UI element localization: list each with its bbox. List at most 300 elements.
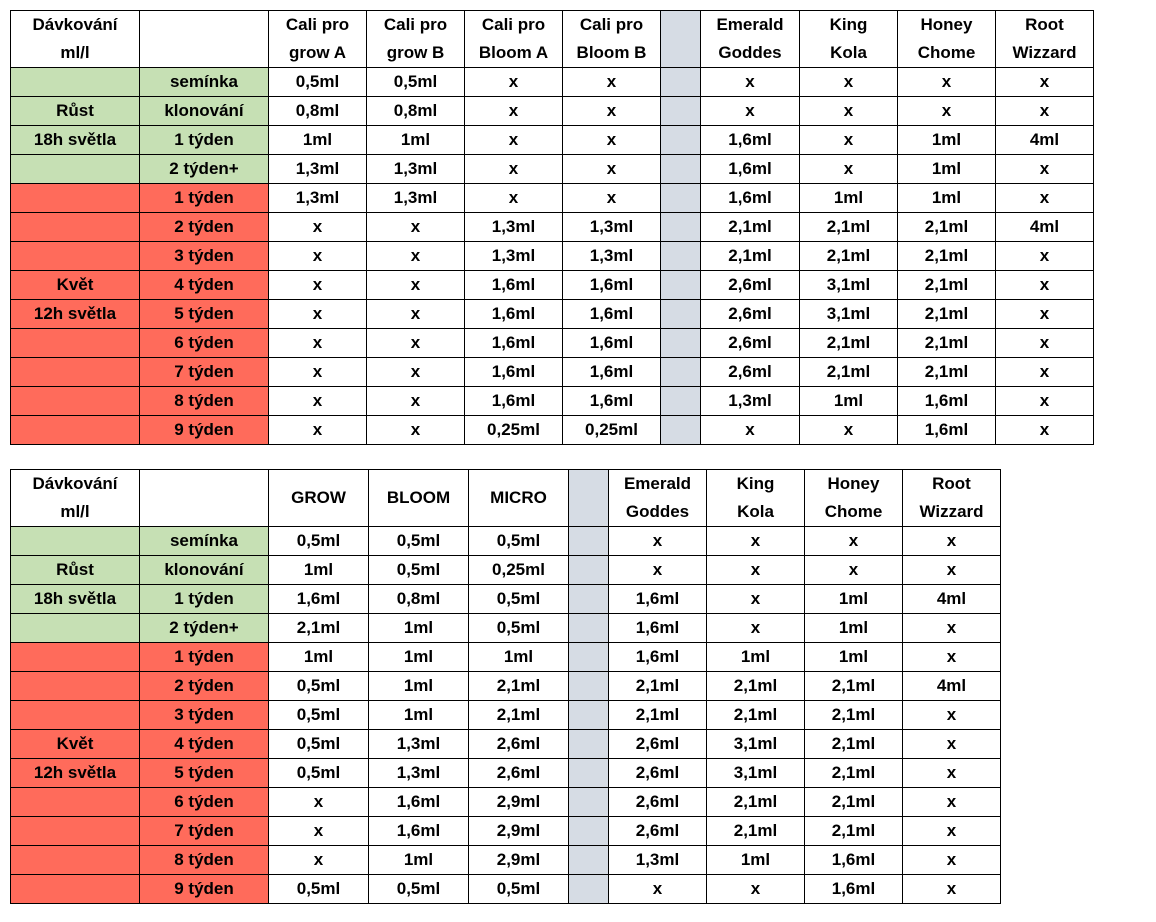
dose-cell: 1,6ml — [805, 875, 903, 904]
table-row — [11, 527, 1001, 556]
dose-cell: 0,25ml — [469, 556, 569, 585]
cell-text-line: Root — [1025, 15, 1064, 34]
row-label-cell: 5 týden — [140, 759, 269, 788]
dose-cell: x — [903, 556, 1001, 585]
row-label-cell: 2 týden+ — [140, 614, 269, 643]
cell-text-line: Chome — [917, 43, 976, 62]
row-label-cell: semínka — [140, 68, 269, 97]
table-row — [11, 184, 1094, 213]
dose-cell: 1,6ml — [609, 585, 707, 614]
table-row — [11, 155, 1094, 184]
cell-text-line: Cali pro — [481, 15, 546, 34]
dose-cell: x — [800, 68, 898, 97]
cell-text-line: MICRO — [490, 488, 547, 507]
dose-cell: x — [609, 875, 707, 904]
dose-cell: 2,6ml — [609, 759, 707, 788]
table-row — [11, 126, 1094, 155]
row-label-cell: 5 týden — [140, 300, 269, 329]
column-header-cell — [800, 11, 898, 68]
dose-cell: x — [800, 126, 898, 155]
phase-cell — [11, 300, 140, 329]
dose-cell: x — [269, 213, 367, 242]
row-label-cell: klonování — [140, 556, 269, 585]
phase-name: Květ — [56, 275, 94, 294]
dose-cell: 2,6ml — [609, 788, 707, 817]
dose-cell: 1ml — [707, 846, 805, 875]
row-label-cell: 1 týden — [140, 585, 269, 614]
cell-text-line: Honey — [827, 474, 880, 493]
dose-cell: x — [805, 527, 903, 556]
dose-cell: 1ml — [805, 614, 903, 643]
dose-cell: x — [465, 155, 563, 184]
table-row — [11, 97, 1094, 126]
table-row — [11, 242, 1094, 271]
dose-cell: 2,1ml — [269, 614, 369, 643]
column-header-cell — [465, 11, 563, 68]
table-row — [11, 672, 1001, 701]
column-header-cell — [898, 11, 996, 68]
dose-cell: x — [903, 846, 1001, 875]
phase-cell — [11, 788, 140, 817]
dose-cell: 2,6ml — [701, 329, 800, 358]
dose-cell: 2,1ml — [701, 213, 800, 242]
corner-header-cell — [11, 11, 140, 68]
dose-cell: 0,5ml — [269, 875, 369, 904]
dose-cell: 2,1ml — [707, 701, 805, 730]
dose-cell: x — [805, 556, 903, 585]
column-header-cell — [269, 11, 367, 68]
dose-cell: 3,1ml — [800, 300, 898, 329]
cell-text-line: ml/l — [60, 502, 90, 521]
dose-cell: 2,9ml — [469, 788, 569, 817]
dose-cell: x — [996, 329, 1094, 358]
dose-cell: 1,3ml — [269, 184, 367, 213]
row-label-cell: 2 týden — [140, 672, 269, 701]
table-row — [11, 846, 1001, 875]
dose-cell: x — [269, 329, 367, 358]
dose-cell: 1,6ml — [701, 184, 800, 213]
table-row — [11, 387, 1094, 416]
cell-text-line: Chome — [824, 502, 883, 521]
row-label-cell: 2 týden — [140, 213, 269, 242]
column-header-cell — [701, 11, 800, 68]
dose-cell: 1,6ml — [465, 358, 563, 387]
dose-cell: 2,6ml — [701, 300, 800, 329]
dose-cell: x — [701, 97, 800, 126]
dose-cell: 1ml — [369, 672, 469, 701]
dose-cell: x — [465, 126, 563, 155]
row-label-cell: 3 týden — [140, 701, 269, 730]
phase-cell — [11, 614, 140, 643]
dose-cell: 1,3ml — [465, 242, 563, 271]
separator-cell — [661, 271, 701, 300]
dose-cell: 1,6ml — [369, 817, 469, 846]
dose-cell: 2,1ml — [469, 701, 569, 730]
separator-cell — [661, 155, 701, 184]
table-row — [11, 213, 1094, 242]
cell-text-line: King — [736, 474, 775, 493]
cell-text-line: Emerald — [623, 474, 692, 493]
cell-text-line: King — [829, 15, 868, 34]
phase-cell — [11, 643, 140, 672]
dose-cell: 2,6ml — [609, 730, 707, 759]
dose-cell: x — [707, 614, 805, 643]
row-label-cell: 9 týden — [140, 875, 269, 904]
row-label-header-cell — [140, 470, 269, 527]
cell-text-line: Wizzard — [1012, 43, 1077, 62]
dose-cell: 1ml — [369, 846, 469, 875]
dose-cell: 2,1ml — [800, 329, 898, 358]
dose-cell: x — [903, 788, 1001, 817]
dose-cell: x — [996, 155, 1094, 184]
dose-cell: x — [996, 271, 1094, 300]
dose-cell: 2,1ml — [898, 300, 996, 329]
dose-cell: 1ml — [898, 184, 996, 213]
cell-text-line: Bloom A — [478, 43, 549, 62]
separator-cell — [569, 585, 609, 614]
separator-cell — [661, 387, 701, 416]
phase-cell — [11, 358, 140, 387]
table-row — [11, 300, 1094, 329]
dose-cell: 0,5ml — [269, 527, 369, 556]
dose-cell: x — [563, 68, 661, 97]
separator-cell — [569, 614, 609, 643]
dose-cell: 1ml — [707, 643, 805, 672]
table-row — [11, 701, 1001, 730]
dose-cell: x — [800, 416, 898, 445]
cell-text-line: grow B — [386, 43, 445, 62]
dose-cell: 2,1ml — [800, 358, 898, 387]
cell-text-line: ml/l — [60, 43, 90, 62]
phase-cell — [11, 155, 140, 184]
dose-cell: 1,6ml — [465, 329, 563, 358]
dose-cell: x — [465, 68, 563, 97]
dose-cell: 0,25ml — [465, 416, 563, 445]
row-label-cell: 9 týden — [140, 416, 269, 445]
cell-text-line: Goddes — [718, 43, 782, 62]
separator-cell — [569, 470, 609, 527]
separator-cell — [569, 643, 609, 672]
row-label-header-cell — [140, 11, 269, 68]
dose-cell: 0,5ml — [369, 556, 469, 585]
dose-cell: x — [800, 155, 898, 184]
dose-cell: 1,6ml — [701, 126, 800, 155]
dose-cell: 1,6ml — [609, 643, 707, 672]
phase-cell — [11, 126, 140, 155]
dose-cell: x — [367, 416, 465, 445]
dose-cell: 1,6ml — [563, 387, 661, 416]
dose-cell: 0,5ml — [469, 527, 569, 556]
dose-cell: 2,6ml — [701, 358, 800, 387]
table-row — [11, 416, 1094, 445]
dose-cell: x — [701, 68, 800, 97]
cell-text-line: grow A — [289, 43, 346, 62]
phase-light: 12h světla — [33, 304, 117, 323]
dose-cell: 1,6ml — [898, 387, 996, 416]
dose-cell: 0,5ml — [269, 701, 369, 730]
column-header-cell — [369, 470, 469, 527]
separator-cell — [661, 213, 701, 242]
phase-cell — [11, 556, 140, 585]
table-row — [11, 271, 1094, 300]
dose-cell: x — [996, 184, 1094, 213]
phase-cell — [11, 846, 140, 875]
dose-cell: x — [269, 358, 367, 387]
dose-cell: 1,6ml — [369, 788, 469, 817]
row-label-cell: 6 týden — [140, 788, 269, 817]
dose-cell: x — [707, 527, 805, 556]
dose-cell: 1,3ml — [369, 759, 469, 788]
cell-text-line: Bloom B — [576, 43, 647, 62]
dose-cell: 1ml — [800, 184, 898, 213]
dose-cell: 1,6ml — [805, 846, 903, 875]
dose-cell: 2,1ml — [898, 271, 996, 300]
phase-cell — [11, 817, 140, 846]
dose-cell: 1ml — [805, 643, 903, 672]
dose-cell: 2,1ml — [701, 242, 800, 271]
dose-cell: 2,1ml — [800, 242, 898, 271]
dose-cell: 2,1ml — [898, 329, 996, 358]
phase-cell — [11, 701, 140, 730]
phase-cell — [11, 875, 140, 904]
dose-cell: x — [465, 97, 563, 126]
separator-cell — [661, 329, 701, 358]
dose-cell: 2,1ml — [800, 213, 898, 242]
dose-cell: 4ml — [996, 213, 1094, 242]
dose-cell: x — [707, 556, 805, 585]
phase-cell — [11, 672, 140, 701]
column-header-cell — [563, 11, 661, 68]
column-header-cell — [609, 470, 707, 527]
column-header-cell — [269, 470, 369, 527]
separator-cell — [569, 817, 609, 846]
dose-cell: 1,3ml — [563, 213, 661, 242]
dose-cell: 0,5ml — [469, 875, 569, 904]
dose-cell: 0,5ml — [269, 730, 369, 759]
dose-cell: x — [563, 155, 661, 184]
row-label-cell: 1 týden — [140, 643, 269, 672]
cell-text-line: Goddes — [625, 502, 690, 521]
table-row — [11, 730, 1001, 759]
dose-cell: x — [465, 184, 563, 213]
cell-text-line: Kola — [737, 502, 774, 521]
cell-text-line: Kola — [830, 43, 867, 62]
separator-cell — [661, 184, 701, 213]
dose-cell: 3,1ml — [707, 730, 805, 759]
dose-cell: 1,3ml — [367, 155, 465, 184]
dose-cell: 1,3ml — [563, 242, 661, 271]
dose-cell: x — [996, 300, 1094, 329]
dose-cell: 1,3ml — [609, 846, 707, 875]
dose-cell: x — [701, 416, 800, 445]
dose-cell: x — [609, 527, 707, 556]
dose-cell: x — [707, 585, 805, 614]
phase-cell — [11, 416, 140, 445]
cell-text-line: Cali pro — [579, 15, 644, 34]
table-row — [11, 556, 1001, 585]
table-row — [11, 759, 1001, 788]
row-label-cell: 7 týden — [140, 817, 269, 846]
dose-cell: x — [903, 527, 1001, 556]
dose-cell: 2,9ml — [469, 846, 569, 875]
dose-cell: 2,1ml — [805, 672, 903, 701]
dose-cell: 2,1ml — [805, 759, 903, 788]
dose-cell: x — [269, 817, 369, 846]
cell-text-line: Honey — [920, 15, 973, 34]
row-label-cell: 4 týden — [140, 271, 269, 300]
dose-cell: 1,6ml — [465, 387, 563, 416]
dose-cell: x — [903, 759, 1001, 788]
dose-cell: 2,1ml — [609, 672, 707, 701]
dose-cell: 1ml — [898, 155, 996, 184]
dose-cell: 1,6ml — [465, 271, 563, 300]
table-row — [11, 788, 1001, 817]
dose-cell: x — [996, 68, 1094, 97]
dose-cell: x — [800, 97, 898, 126]
phase-cell — [11, 759, 140, 788]
column-header-cell — [903, 470, 1001, 527]
dose-cell: 1ml — [469, 643, 569, 672]
dose-cell: 1,6ml — [465, 300, 563, 329]
dose-cell: x — [563, 126, 661, 155]
dose-cell: x — [269, 846, 369, 875]
dose-cell: x — [269, 242, 367, 271]
dose-cell: 1,6ml — [563, 271, 661, 300]
dose-cell: x — [367, 242, 465, 271]
phase-cell — [11, 242, 140, 271]
dose-cell: x — [996, 387, 1094, 416]
dose-cell: 2,1ml — [805, 788, 903, 817]
table-row — [11, 875, 1001, 904]
dose-cell: 1,6ml — [563, 358, 661, 387]
dose-cell: 0,5ml — [369, 875, 469, 904]
dose-cell: 0,5ml — [469, 585, 569, 614]
dose-cell: 1,6ml — [269, 585, 369, 614]
dose-cell: 0,8ml — [369, 585, 469, 614]
separator-cell — [661, 126, 701, 155]
row-label-cell: 3 týden — [140, 242, 269, 271]
dose-cell: x — [903, 730, 1001, 759]
dose-cell: 0,5ml — [269, 759, 369, 788]
dose-cell: 1,6ml — [563, 300, 661, 329]
dose-cell: 2,9ml — [469, 817, 569, 846]
dose-cell: 0,5ml — [269, 68, 367, 97]
dosing-table-cali-pro — [10, 10, 1094, 445]
phase-cell — [11, 271, 140, 300]
row-label-cell: klonování — [140, 97, 269, 126]
separator-cell — [569, 875, 609, 904]
phase-cell — [11, 329, 140, 358]
cell-text-line: Cali pro — [383, 15, 448, 34]
dose-cell: x — [996, 416, 1094, 445]
dose-cell: x — [903, 614, 1001, 643]
dose-cell: 1ml — [369, 614, 469, 643]
row-label-cell: 8 týden — [140, 846, 269, 875]
dose-cell: 1ml — [369, 643, 469, 672]
dose-cell: 4ml — [903, 672, 1001, 701]
dose-cell: 3,1ml — [707, 759, 805, 788]
cell-text-line: BLOOM — [386, 488, 451, 507]
table-row — [11, 358, 1094, 387]
separator-cell — [661, 11, 701, 68]
cell-text-line: Emerald — [716, 15, 784, 34]
dose-cell: x — [609, 556, 707, 585]
separator-cell — [661, 242, 701, 271]
dose-cell: 2,6ml — [469, 759, 569, 788]
dose-cell: 2,6ml — [469, 730, 569, 759]
dose-cell: x — [269, 300, 367, 329]
phase-cell — [11, 730, 140, 759]
dose-cell: 2,6ml — [701, 271, 800, 300]
dose-cell: x — [903, 875, 1001, 904]
dose-cell: x — [269, 416, 367, 445]
separator-cell — [569, 527, 609, 556]
dose-cell: 1ml — [269, 126, 367, 155]
header-row — [11, 470, 1001, 527]
dose-cell: x — [367, 358, 465, 387]
table-row — [11, 68, 1094, 97]
phase-cell — [11, 97, 140, 126]
dose-cell: x — [996, 242, 1094, 271]
dose-cell: x — [996, 97, 1094, 126]
cell-text-line: Cali pro — [285, 15, 350, 34]
column-header-cell — [805, 470, 903, 527]
dose-cell: 2,1ml — [805, 701, 903, 730]
dose-cell: 2,1ml — [707, 817, 805, 846]
dose-cell: 1,6ml — [898, 416, 996, 445]
dose-cell: x — [707, 875, 805, 904]
dose-cell: x — [269, 271, 367, 300]
phase-light: 18h světla — [33, 589, 117, 608]
row-label-cell: 8 týden — [140, 387, 269, 416]
separator-cell — [661, 358, 701, 387]
separator-cell — [569, 672, 609, 701]
row-label-cell: semínka — [140, 527, 269, 556]
dose-cell: 1ml — [805, 585, 903, 614]
phase-cell — [11, 184, 140, 213]
dose-cell: x — [269, 387, 367, 416]
row-label-cell: 1 týden — [140, 126, 269, 155]
dose-cell: 0,8ml — [269, 97, 367, 126]
dose-cell: 2,1ml — [609, 701, 707, 730]
dose-cell: x — [996, 358, 1094, 387]
dose-cell: x — [367, 300, 465, 329]
dose-cell: 0,5ml — [369, 527, 469, 556]
cell-text-line: GROW — [291, 488, 346, 507]
dose-cell: 2,1ml — [805, 730, 903, 759]
dose-cell: 1ml — [898, 126, 996, 155]
dose-cell: 1,3ml — [701, 387, 800, 416]
dose-cell: 1ml — [269, 556, 369, 585]
phase-cell — [11, 527, 140, 556]
table-row — [11, 643, 1001, 672]
dose-cell: 0,5ml — [469, 614, 569, 643]
dose-cell: 1,6ml — [609, 614, 707, 643]
row-label-cell: 2 týden+ — [140, 155, 269, 184]
separator-cell — [569, 759, 609, 788]
dose-cell: 1,3ml — [465, 213, 563, 242]
dose-cell: x — [367, 329, 465, 358]
dose-cell: 4ml — [996, 126, 1094, 155]
table-row — [11, 585, 1001, 614]
dose-cell: x — [563, 97, 661, 126]
cell-text-line: Wizzard — [919, 502, 984, 521]
table-row — [11, 614, 1001, 643]
separator-cell — [569, 846, 609, 875]
phase-light: 18h světla — [33, 130, 117, 149]
dose-cell: x — [903, 643, 1001, 672]
row-label-cell: 1 týden — [140, 184, 269, 213]
